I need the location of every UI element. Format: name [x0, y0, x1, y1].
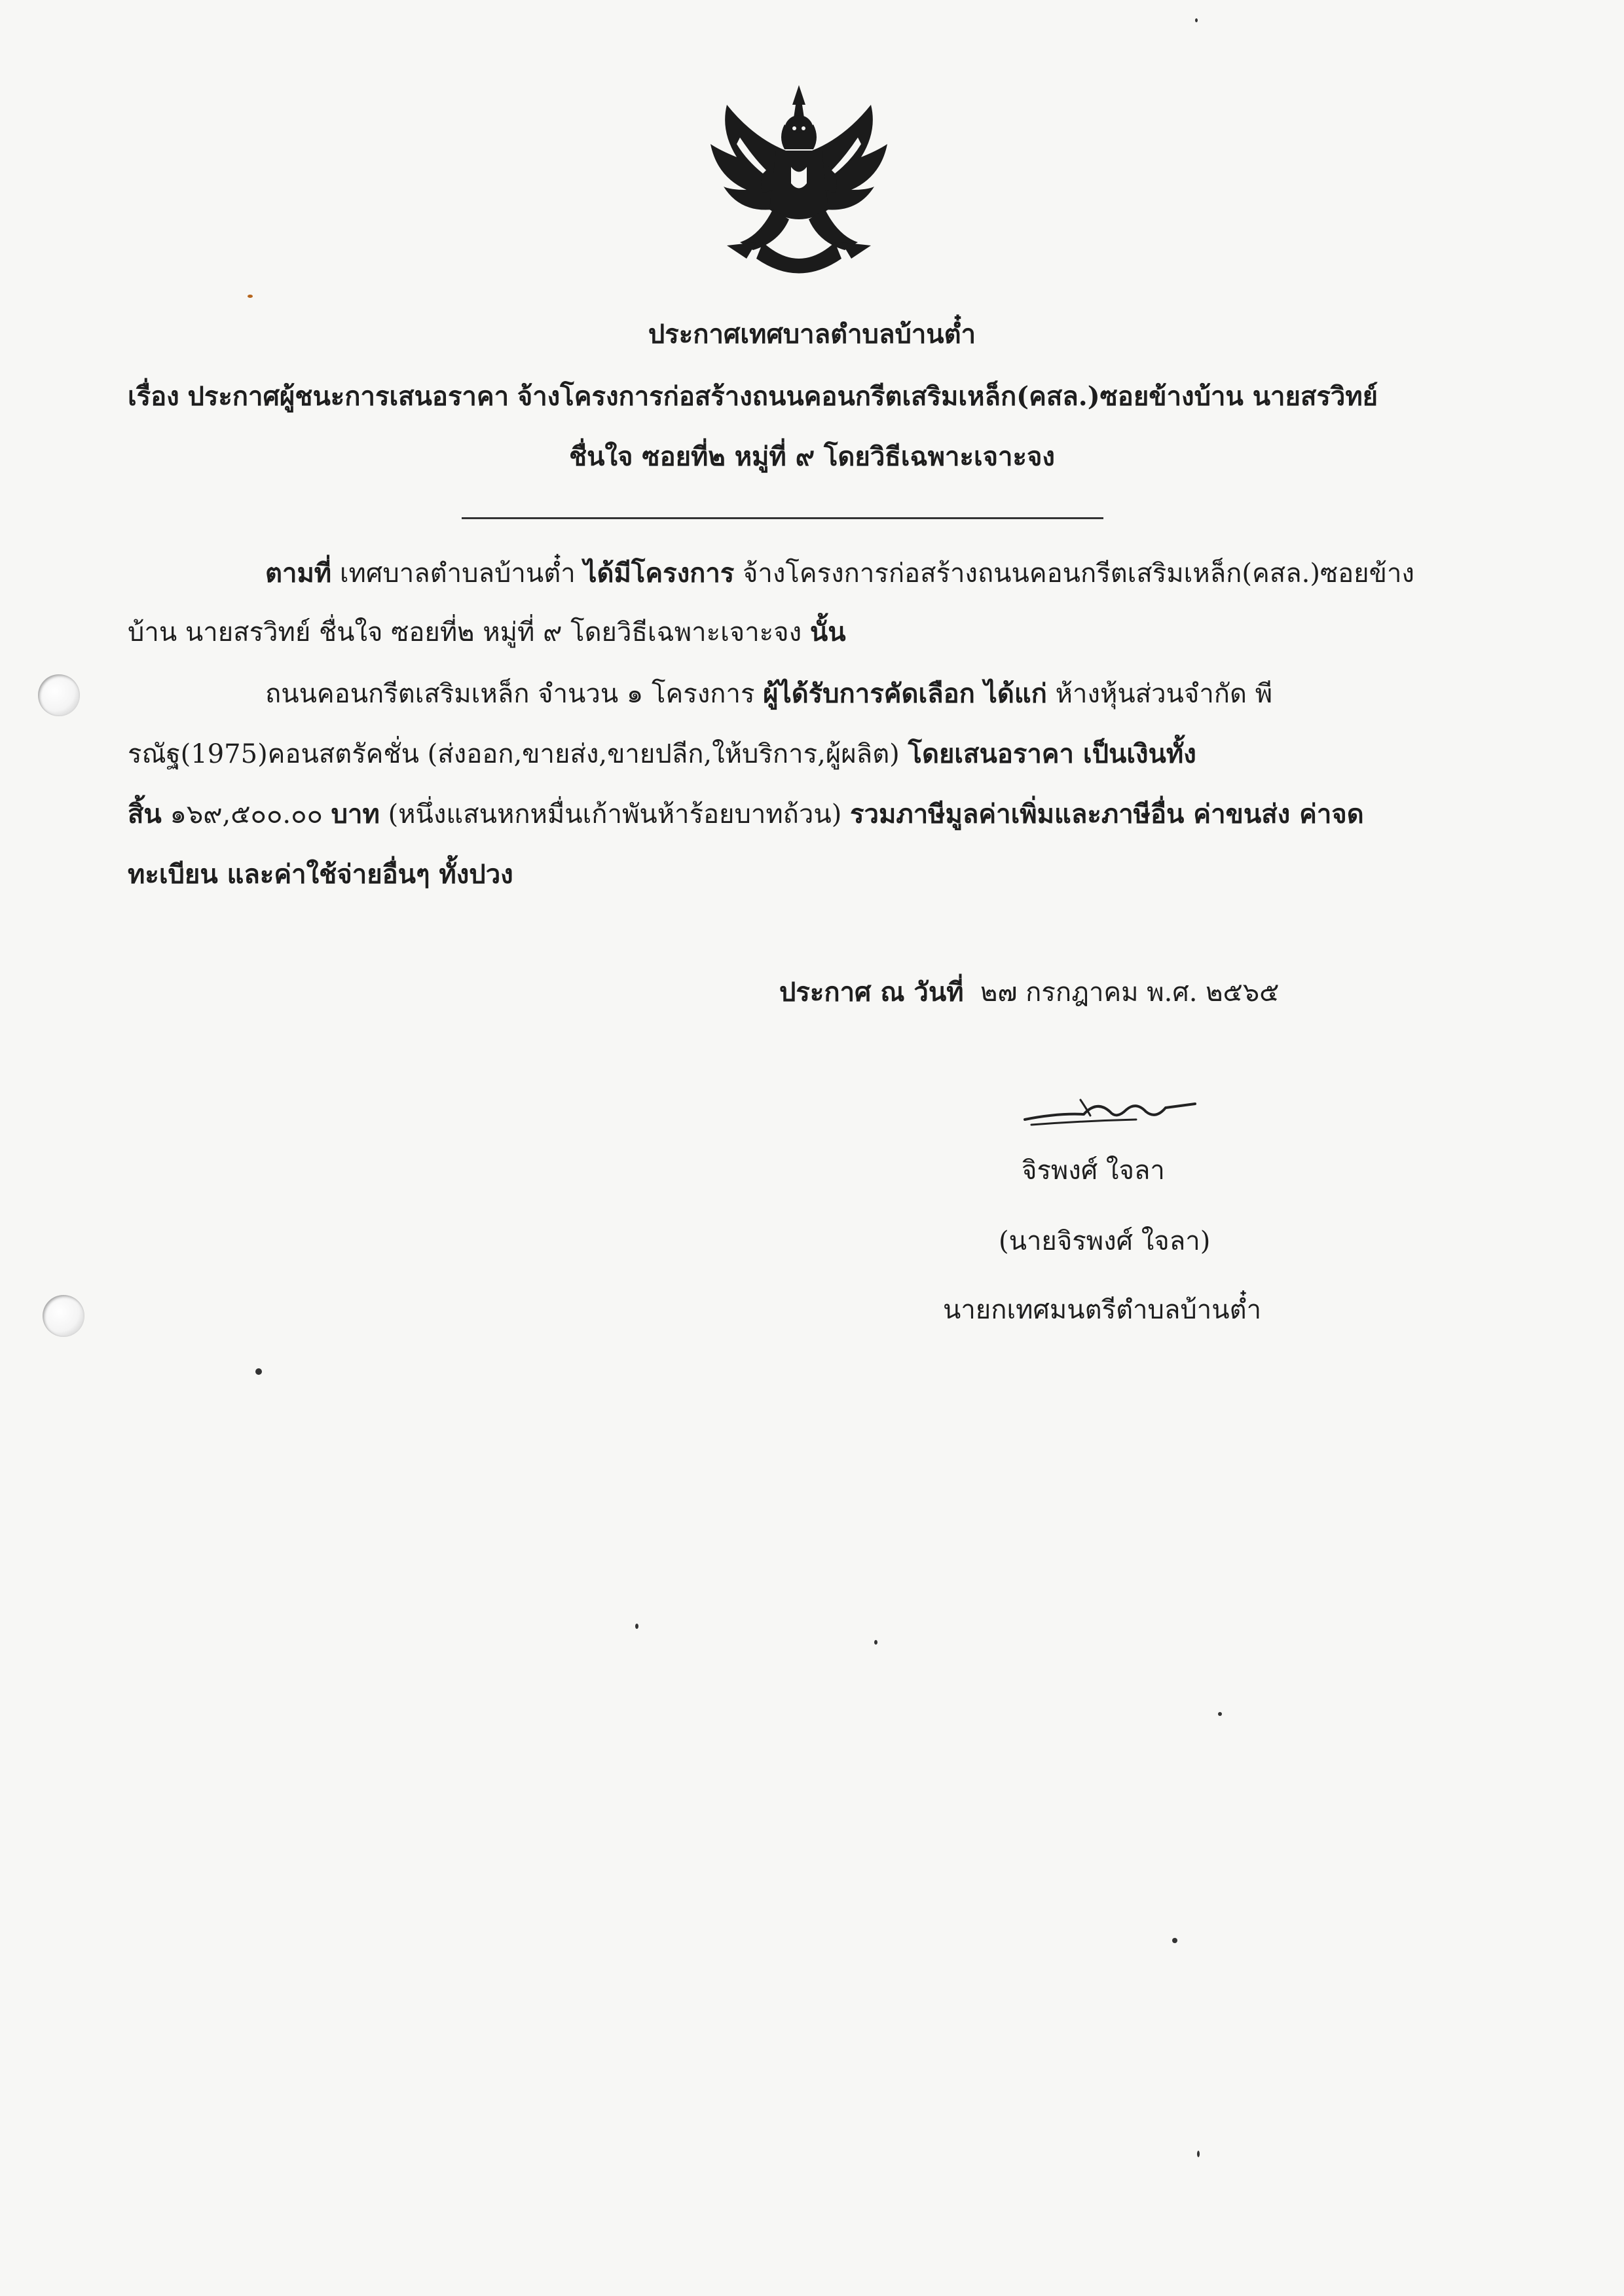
hole-punch [38, 674, 80, 716]
subject-line-1 [128, 380, 1378, 414]
subject-text: จ้างโครงการก่อสร้างถนนคอนกรีตเสริมเหล็ก(คสล.)ซอยข้างบ้าน นายสรวิทย์ [517, 381, 1378, 412]
subject-line-2: ชื่นใจ ซอยที่๒ หมู่ที่ ๙ โดยวิธีเฉพาะเจาะจง [569, 441, 1055, 472]
paragraph-1-line-2: บ้าน นายสรวิทย์ ชื่นใจ ซอยที่๒ หมู่ที่ ๙ โดยวิธีเฉพาะเจาะจง นั้น [128, 617, 846, 647]
handwritten-signature [1018, 1087, 1202, 1133]
announcement-date [779, 975, 1279, 1010]
subject-label: เรื่อง [128, 381, 179, 412]
date-label: ประกาศ ณ วันที่ [779, 977, 964, 1008]
paragraph-2-line-4: ทะเบียน และค่าใช้จ่ายอื่นๆ ทั้งปวง [128, 859, 513, 890]
scan-speck [1218, 1712, 1222, 1716]
paragraph-2-line-3: สิ้น ๑๖๙,๕๐๐.๐๐ บาท (หนึ่งแสนหกหมื่นเก้าพันห้าร้อยบาทถ้วน) รวมภาษีมูลค่าเพิ่มและภาษีอื่น ค่าขนส่ง ค่าจด [128, 799, 1364, 829]
hole-punch [43, 1295, 84, 1337]
scan-speck [1195, 18, 1198, 22]
divider-line [462, 517, 1103, 519]
paragraph-2-line-2: รณัฐ(1975)คอนสตรัคชั่น (ส่งออก,ขายส่ง,ขายปลีก,ให้บริการ,ผู้ผลิต) โดยเสนอราคา เป็นเงินทั้ง [128, 738, 1196, 769]
scan-speck [248, 295, 253, 298]
date-value: ๒๗ กรกฎาคม พ.ศ. ๒๕๖๕ [980, 977, 1280, 1008]
scan-speck [1172, 1938, 1177, 1943]
signer-full-name: (นายจิรพงศ์ ใจลา) [999, 1226, 1211, 1256]
signer-position: นายกเทศมนตรีตำบลบ้านต๋ำ [943, 1295, 1262, 1325]
paragraph-1-line-1: ตามที่ เทศบาลตำบลบ้านต๋ำ ได้มีโครงการ จ้างโครงการก่อสร้างถนนคอนกรีตเสริมเหล็ก(คสล.)ซอยข้าง [265, 558, 1414, 589]
subject-heading: ประกาศผู้ชนะการเสนอราคา [187, 381, 509, 412]
paragraph-2-line-1: ถนนคอนกรีตเสริมเหล็ก จำนวน ๑ โครงการ ผู้ได้รับการคัดเลือก ได้แก่ ห้างหุ้นส่วนจำกัด พี [265, 678, 1273, 709]
scan-speck [635, 1624, 638, 1629]
signer-name: จิรพงศ์ ใจลา [1022, 1156, 1165, 1186]
scan-speck [874, 1640, 877, 1645]
announcement-title: ประกาศเทศบาลตำบลบ้านต๋ำ [648, 319, 976, 350]
scan-speck [1197, 2151, 1200, 2157]
garuda-emblem-icon [701, 79, 897, 295]
scan-speck [255, 1368, 262, 1375]
